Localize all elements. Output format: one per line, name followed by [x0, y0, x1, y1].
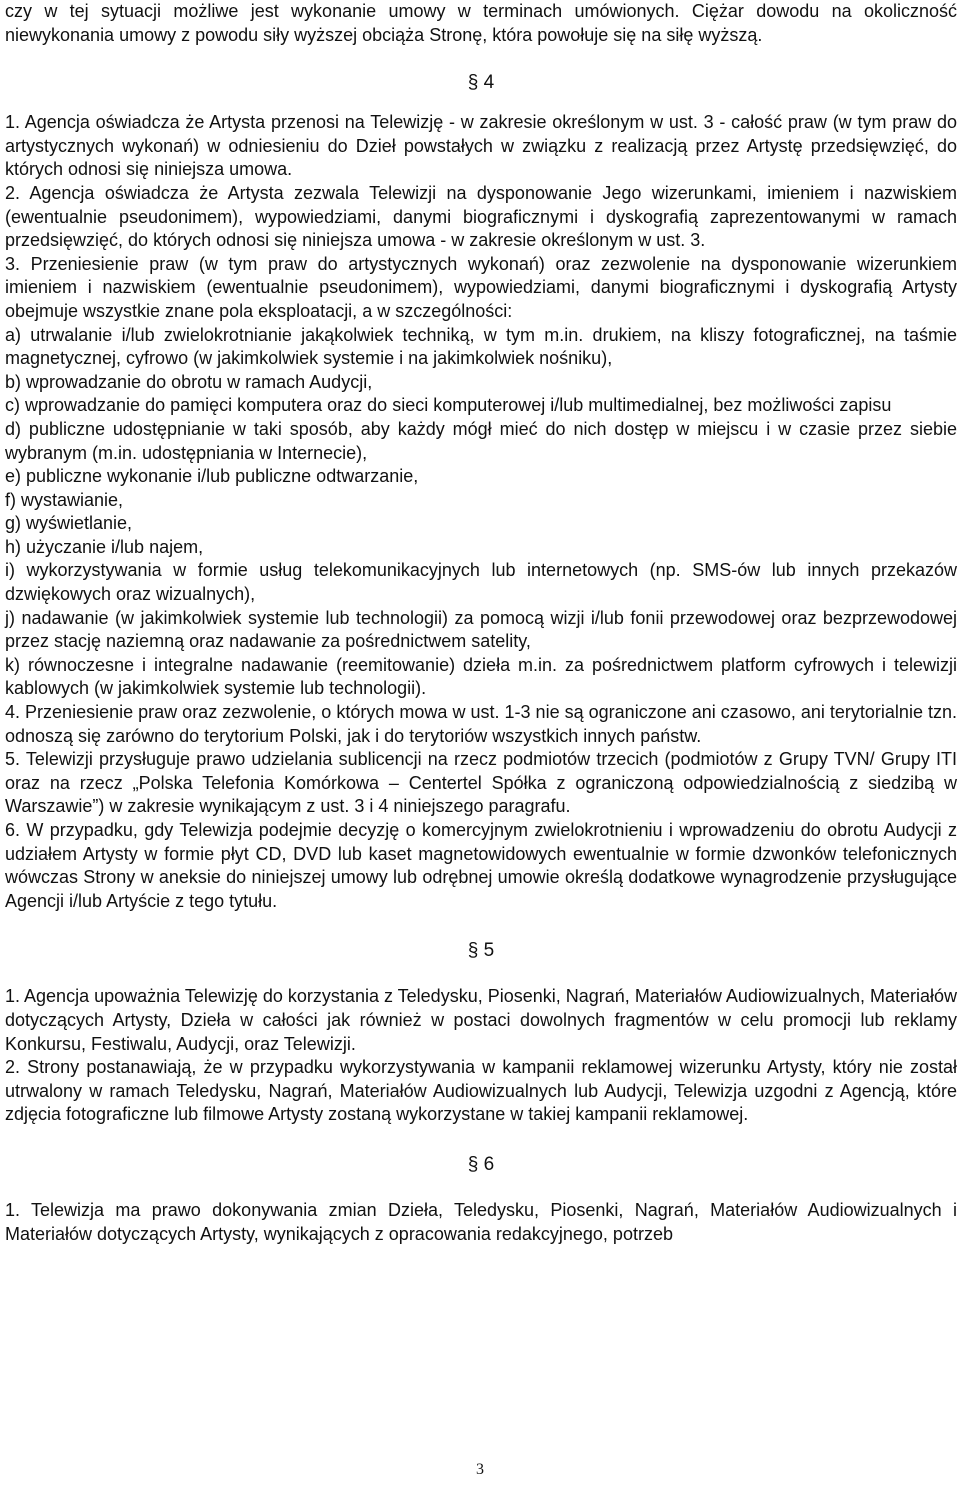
section4-item-i: i) wykorzystywania w formie usług telekomunikacyjnych lub internetowych (np. SMS-ów lub innych przekazów dzwiękowych oraz wizualnych), [5, 560, 957, 605]
section4-point-4: 4. Przeniesienie praw oraz zezwolenie, o których mowa w ust. 1-3 nie są ograniczone ani czasowo, ani terytorialnie tzn. odnoszą się zarówno do terytorium Polski, jak i do terytoriów wszystkich innych państw. [5, 702, 957, 746]
page-number: 3 [476, 1461, 484, 1478]
section4-point-1: 1. Agencja oświadcza że Artysta przenosi na Telewizję - w zakresie określonym w ust. 3 - całość praw (w tym praw do artystycznych wykonań) w odniesieniu do Dzieł powstałych w związku z realizacją przez Artystę przedsięwzięć, do których odnosi się niniejsza umowa. [5, 112, 957, 180]
section-heading-4: § 4 [467, 72, 495, 94]
section4-point-2: 2. Agencja oświadcza że Artysta zezwala Telewizji na dysponowanie Jego wizerunkami, imieniem i nazwiskiem (ewentualnie pseudonimem), wypowiedziami, danymi biograficznymi i dyskografią zaprezentowanymi w ramach przedsięwzięć, do których odnosi się niniejsza umowa - w zakresie określonym w ust. 3. [5, 182, 957, 251]
intro-paragraph: czy w tej sytuacji możliwe jest wykonanie umowy w terminach umówionych. Ciężar dowodu na okoliczność niewykonania umowy z powodu siły wyższej obciąża Stronę, która powołuje się na siłę wyższą. [5, 1, 957, 45]
section4-item-j: j) nadawanie (w jakimkolwiek systemie lub technologii) za pomocą wizji i/lub fonii przewodowej oraz bezprzewodowej przez stację naziemną oraz nadawanie za pośrednictwem satelity, [5, 607, 957, 652]
section4-item-g: g) wyświetlanie, [5, 513, 133, 534]
section4-point-6: 6. W przypadku, gdy Telewizja podejmie decyzję o komercyjnym zwielokrotnieniu i wprowadzeniu do obrotu Audycji z udziałem Artysty w formie płyt CD, DVD lub kaset magnetowidowych ewentualnie w formie dzwonków telefonicznych wówczas Strony w aneksie do niniejszej umowy lub odrębnej umowie określą dodatkowe wynagrodzenie przysługujące Agencji i/lub Artyście z tego tytułu. [5, 820, 957, 911]
section4-item-e: e) publiczne wykonanie i/lub publiczne odtwarzanie, [5, 466, 419, 487]
section4-item-f: f) wystawianie, [5, 489, 124, 510]
section4-item-k: k) równoczesne i integralne nadawanie (reemitowanie) dzieła m.in. za pośrednictwem platform cyfrowych i telewizji kablowych (w jakimkolwiek systemie lub technologii). [5, 654, 957, 699]
section6-point-1: 1. Telewizja ma prawo dokonywania zmian Dzieła, Teledysku, Piosenki, Nagrań, Materiałów Audiowizualnych i Materiałów dotyczących Artysty, wynikających z opracowania redakcyjnego, potrzeb [5, 1199, 957, 1244]
document-page [5, 0, 957, 1246]
section4-point-5: 5. Telewizji przysługuje prawo udzielania sublicencji na rzecz podmiotów trzecich (podmiotów z Grupy TVN/ Grupy ITI oraz na rzecz „Polska Telefonia Komórkowa – Centertel Spółka z ograniczoną odpowiedzialnością z siedzibą w Warszawie”) w zakresie wynikającym z ust. 3 i 4 niniejszego paragrafu. [5, 749, 957, 817]
section-heading-6: § 6 [467, 1153, 495, 1175]
section5-point-2: 2. Strony postanawiają, że w przypadku wykorzystywania w kampanii reklamowej wizerunku Artysty, który nie został utrwalony w ramach Teledysku, Nagrań, Materiałów Audiowizualnych lub Audycji, Telewizja uzgodni z Agencją, które zdjęcia fotograficzne lub filmowe Artysty zostaną wykorzystane w takiej kampanii reklamowej. [5, 1057, 957, 1125]
section4-item-h: h) użyczanie i/lub najem, [5, 536, 204, 557]
section4-item-c: c) wprowadzanie do pamięci komputera oraz do sieci komputerowej i/lub multimedialnej, bez możliwości zapisu [5, 395, 892, 416]
section4-point-3: 3. Przeniesienie praw (w tym praw do artystycznych wykonań) oraz zezwolenie na dysponowanie wizerunkiem imieniem i nazwiskiem (ewentualnie pseudonimem), wypowiedziami, danymi biograficznymi i dyskografią Artysty obejmuje wszystkie znane pola eksploatacji, a w szczególności: [5, 253, 957, 321]
section4-item-b: b) wprowadzanie do obrotu w ramach Audycji, [5, 371, 373, 392]
section4-item-d: d) publiczne udostępnianie w taki sposób, aby każdy mógł mieć do nich dostęp w miejscu i w czasie przez siebie wybranym (m.in. udostępniania w Internecie), [5, 418, 957, 463]
section5-point-1: 1. Agencja upoważnia Telewizję do korzystania z Teledysku, Piosenki, Nagrań, Materiałów Audiowizualnych, Materiałów dotyczących Artysty, Dzieła w całości jak również w postaci dowolnych fragmentów w celu promocji lub reklamy Konkursu, Festiwalu, Audycji, oraz Telewizji. [5, 986, 957, 1054]
section-heading-5: § 5 [467, 940, 495, 962]
section4-item-a: a) utrwalanie i/lub zwielokrotnianie jakąkolwiek techniką, w tym m.in. drukiem, na kliszy fotograficznej, na taśmie magnetycznej, cyfrowo (w jakimkolwiek systemie i na jakimkolwiek nośniku), [5, 324, 957, 369]
